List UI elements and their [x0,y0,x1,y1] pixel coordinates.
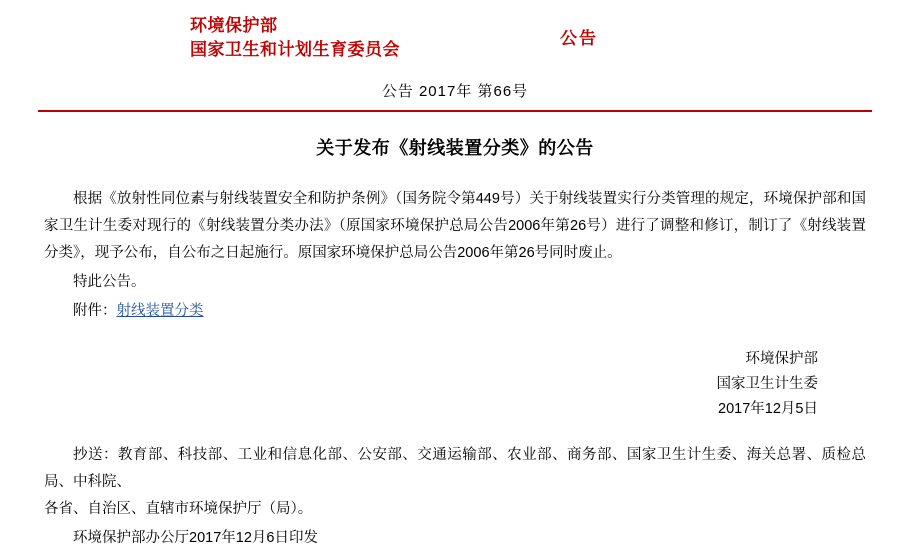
issuer-line-2: 国家卫生和计划生育委员会 [190,40,400,59]
distribution-line-1: 抄送：教育部、科技部、工业和信息化部、公安部、交通运输部、农业部、商务部、国家卫生计生委、海关总署、质检总局、中科院、 [44,447,866,490]
attachment-row [44,298,866,325]
distribution-line-2: 各省、自治区、直辖市环境保护厅（局）。 [44,501,313,517]
issuer-names [190,14,400,62]
red-divider-rule [38,110,872,112]
document-body [44,186,866,325]
body-paragraph-2: 特此公告。 [73,274,146,290]
distribution-list [44,442,866,523]
issuer-line-1: 环境保护部 [190,16,278,35]
attachment-link[interactable]: 射线装置分类 [116,303,204,319]
printing-office-line: 环境保护部办公厅2017年12月6日印发 [73,530,318,546]
document-number: 公告 2017年 第66号 [381,83,529,100]
masthead [0,0,910,66]
page-title: 关于发布《射线装置分类》的公告 [316,138,594,158]
document-kind-label: 公告 [560,29,598,48]
attachment-label: 附件： [73,303,117,319]
signature-line-1: 环境保护部 [745,351,818,367]
signature-date: 2017年12月5日 [718,401,818,417]
body-paragraph-1: 根据《放射性同位素与射线装置安全和防护条例》（国务院令第449号）关于射线装置实行分类管理的规定，环境保护部和国家卫生计生委对现行的《射线装置分类办法》（原国家环境保护总局公告2006年第26号）进行了调整和修订，制订了《射线装置分类》，现予公布，自公布之日起施行。原国家环境保护总局公告2006年第26号同时废止。 [44,191,866,261]
signature-line-2: 国家卫生计生委 [716,376,818,392]
signature-block [0,347,910,422]
